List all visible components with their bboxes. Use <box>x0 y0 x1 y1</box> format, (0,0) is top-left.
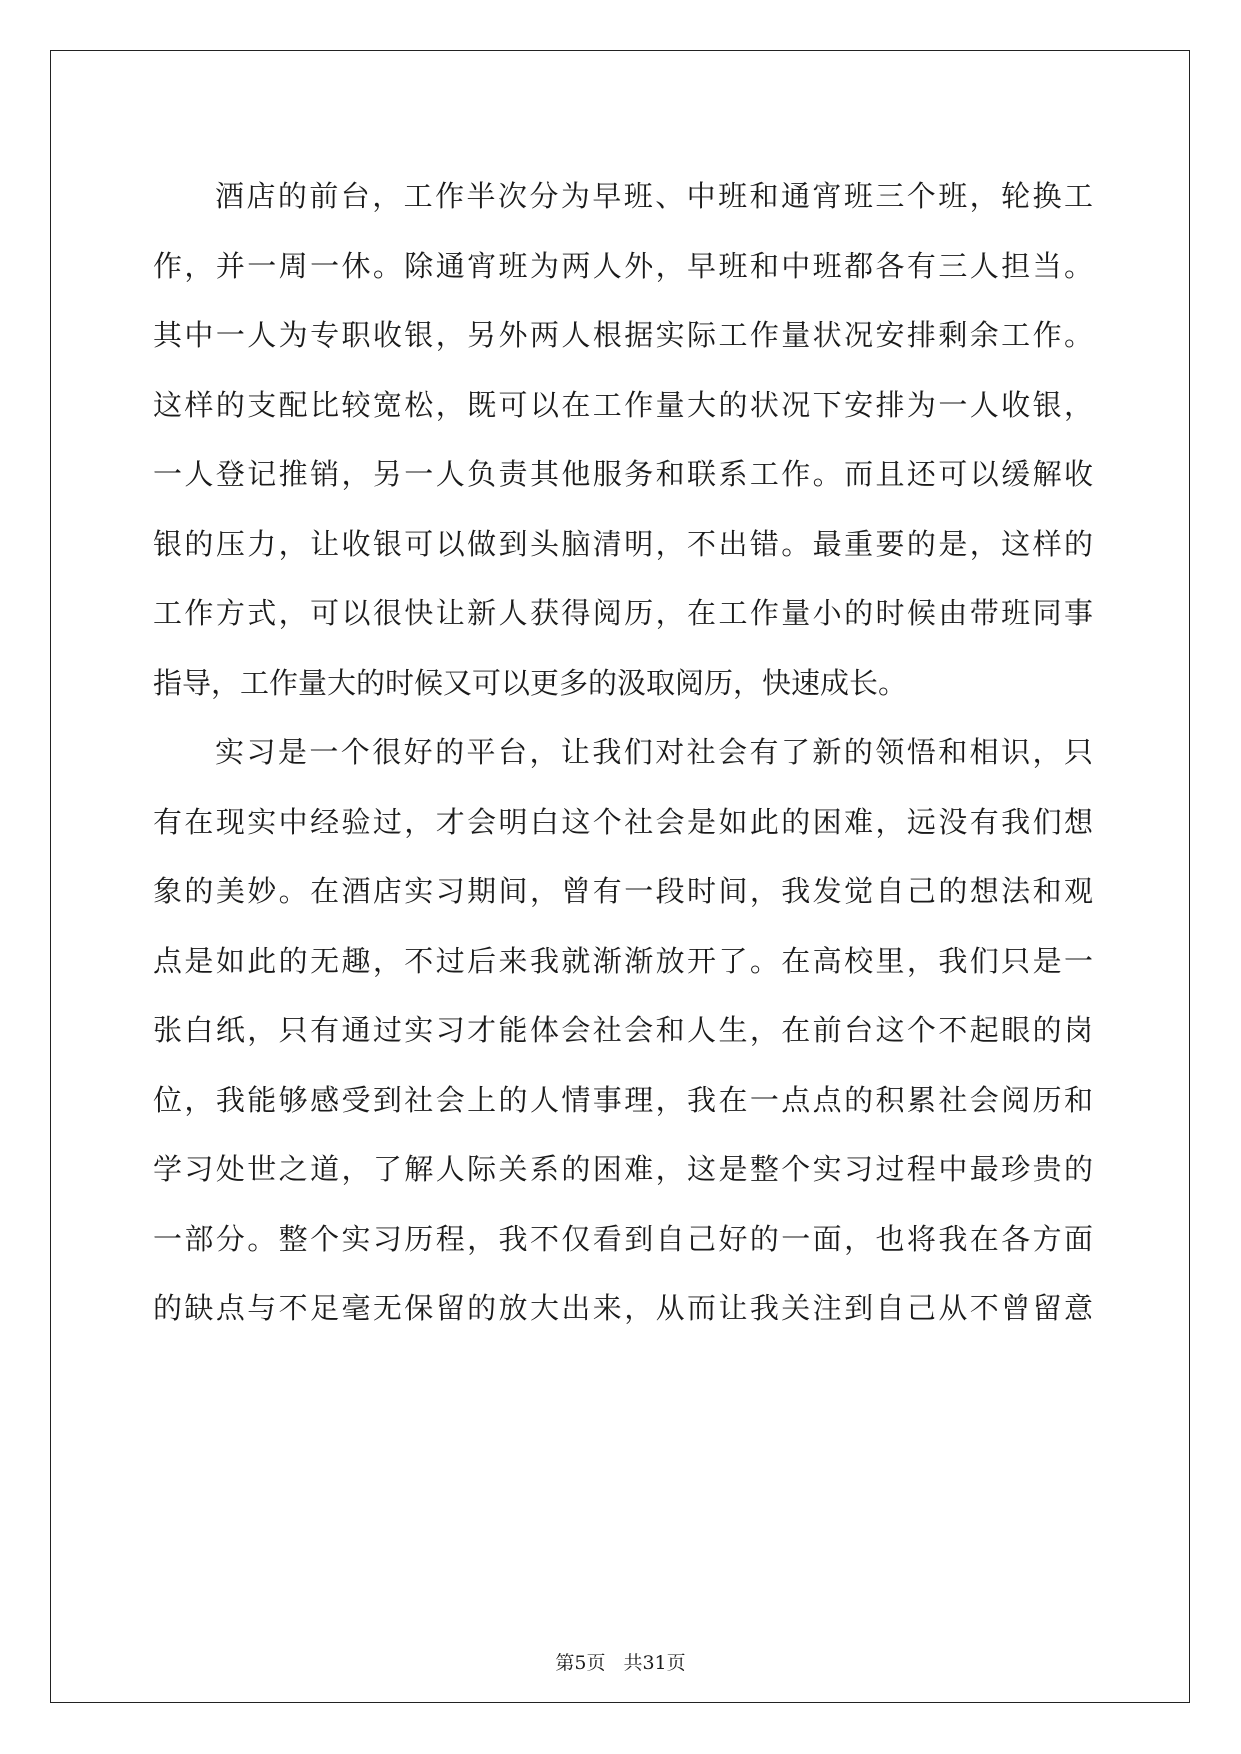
text-line: 张白纸，只有通过实习才能体会社会和人生，在前台这个不起眼的岗 <box>153 1013 1093 1047</box>
text-line: 学习处世之道，了解人际关系的困难，这是整个实习过程中最珍贵的 <box>153 1152 1093 1186</box>
text-line: 有在现实中经验过，才会明白这个社会是如此的困难，远没有我们想 <box>153 804 1093 839</box>
text-line: 工作方式，可以很快让新人获得阅历，在工作量小的时候由带班同事 <box>153 596 1093 630</box>
document-body <box>153 162 1093 1344</box>
text-line: 酒店的前台，工作半次分为早班、中班和通宵班三个班，轮换工 <box>215 179 1093 213</box>
text-line: 一人登记推销，另一人负责其他服务和联系工作。而且还可以缓解收 <box>153 457 1093 491</box>
page-footer <box>0 1651 1241 1675</box>
text-line: 一部分。整个实习历程，我不仅看到自己好的一面，也将我在各方面 <box>153 1221 1093 1256</box>
page-total: 共31页 <box>623 1652 686 1674</box>
text-line: 位，我能够感受到社会上的人情事理，我在一点点的积累社会阅历和 <box>153 1082 1093 1117</box>
text-line: 作，并一周一休。除通宵班为两人外，早班和中班都各有三人担当。 <box>153 248 1093 283</box>
text-line: 的缺点与不足毫无保留的放大出来，从而让我关注到自己从不曾留意 <box>153 1291 1093 1325</box>
text-line: 银的压力，让收银可以做到头脑清明，不出错。最重要的是，这样的 <box>153 526 1093 561</box>
text-line: 这样的支配比较宽松，既可以在工作量大的状况下安排为一人收银， <box>153 387 1093 422</box>
text-line: 象的美妙。在酒店实习期间，曾有一段时间，我发觉自己的想法和观 <box>153 874 1093 908</box>
text-line: 实习是一个很好的平台，让我们对社会有了新的领悟和相识，只 <box>215 735 1093 769</box>
page-number: 第5页 <box>555 1652 606 1674</box>
text-line: 指导，工作量大的时候又可以更多的汲取阅历，快速成长。 <box>153 665 908 700</box>
text-line: 点是如此的无趣，不过后来我就渐渐放开了。在高校里，我们只是一 <box>153 943 1093 978</box>
text-line: 其中一人为专职收银，另外两人根据实际工作量状况安排剩余工作。 <box>153 318 1093 352</box>
